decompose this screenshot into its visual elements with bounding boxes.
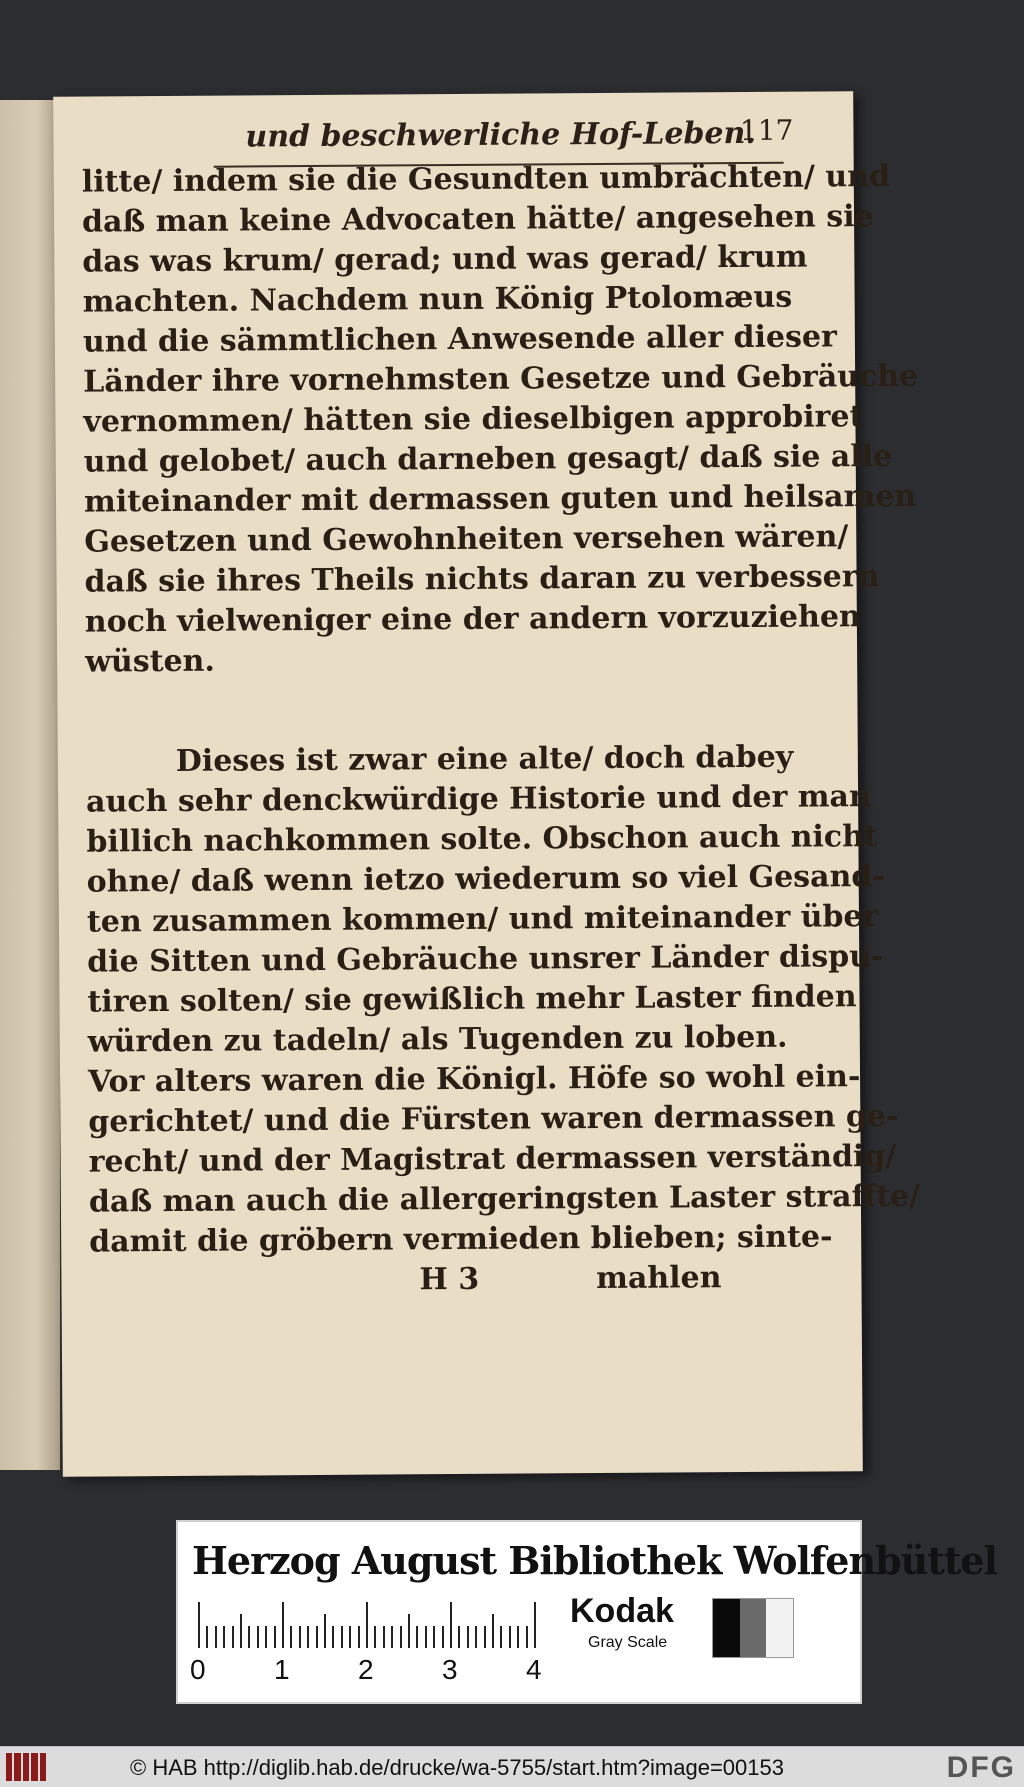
text-line: miteinander mit dermassen guten und heilsamen: [83, 478, 917, 520]
ruler-tick: [274, 1626, 276, 1648]
ruler-tick: [358, 1626, 360, 1648]
text-line: Vor alters waren die Königl. Höfe so wohl ein-: [87, 1059, 861, 1100]
ruler-tick: [248, 1626, 250, 1648]
text-line: damit die gröbern vermieden blieben; sinte-: [89, 1219, 833, 1260]
viewer-footer: [0, 1746, 1024, 1787]
ruler-tick: [500, 1626, 502, 1648]
ruler-tick: [290, 1626, 292, 1648]
ruler-tick: [517, 1626, 519, 1648]
ruler-tick: [324, 1614, 326, 1648]
text-line: daß man auch die allergeringsten Laster straffte/: [88, 1178, 921, 1220]
library-color-card: [176, 1520, 997, 1704]
ruler-tick: [206, 1626, 208, 1648]
ruler-tick: [425, 1626, 427, 1648]
ruler-tick: [341, 1626, 343, 1648]
body-text: [81, 158, 921, 1305]
gray-swatch: [713, 1599, 740, 1657]
library-name: Herzog August Bibliothek Wolfenbüttel: [192, 1538, 997, 1583]
ruler-tick: [215, 1626, 217, 1648]
ruler-tick: [265, 1626, 267, 1648]
ruler-labels: [188, 1654, 548, 1690]
text-line: tiren solten/ sie gewißlich mehr Laster finden: [87, 979, 857, 1020]
dfg-logo: DFG: [946, 1751, 1016, 1784]
ruler-tick: [366, 1602, 368, 1648]
text-line: daß man keine Advocaten hätte/ angesehen sie: [81, 199, 874, 240]
page-header: [183, 110, 793, 158]
ruler-tick: [240, 1614, 242, 1648]
ruler-tick: [198, 1602, 200, 1648]
source-link[interactable]: © HAB http://diglib.hab.de/drucke/wa-5755/start.htm?image=00153: [130, 1755, 784, 1780]
ruler-tick: [316, 1626, 318, 1648]
ruler-tick: [400, 1626, 402, 1648]
gray-swatch: [740, 1599, 767, 1657]
ruler-tick: [450, 1602, 452, 1648]
ruler-tick: [433, 1626, 435, 1648]
ruler-tick: [442, 1626, 444, 1648]
ruler-tick: [391, 1626, 393, 1648]
text-line: noch vielweniger eine der andern vorzuziehen: [84, 599, 861, 640]
text-line: gerichtet/ und die Fürsten waren dermassen ge-: [88, 1098, 899, 1140]
text-line: vernommen/ hätten sie dieselbigen approbiret: [83, 399, 864, 440]
ruler-tick: [492, 1614, 494, 1648]
ruler-tick: [383, 1626, 385, 1648]
ruler-tick: [475, 1626, 477, 1648]
text-line: Länder ihre vornehmsten Gesetze und Gebräuche: [83, 358, 919, 400]
text-line: daß sie ihres Theils nichts daran zu verbessern: [84, 559, 880, 600]
ruler-label: 2: [358, 1654, 374, 1685]
ruler-label: 3: [442, 1654, 458, 1685]
ruler-tick: [232, 1626, 234, 1648]
ruler-tick: [509, 1626, 511, 1648]
ruler-tick: [458, 1626, 460, 1648]
ruler-label: 0: [190, 1654, 206, 1685]
hab-logo-icon: [6, 1753, 46, 1781]
text-line: und die sämmtlichen Anwesende aller dieser: [82, 319, 837, 360]
page-number: 117: [739, 113, 794, 148]
text-line: würden zu tadeln/ als Tugenden zu loben.: [87, 1019, 788, 1060]
kodak-logo: Kodak: [570, 1592, 674, 1630]
book-page: [53, 91, 921, 1477]
ruler-tick: [416, 1626, 418, 1648]
gray-scale-label: Gray Scale: [588, 1634, 668, 1651]
signature-mark: H 3: [419, 1261, 480, 1298]
text-line: ohne/ daß wenn ietzo wiederum so viel Gesand-: [86, 859, 885, 900]
text-line: Dieses ist zwar eine alte/ doch dabey: [175, 739, 794, 779]
text-line: und gelobet/ auch darneben gesagt/ daß sie alle: [83, 438, 893, 480]
page-footer: [89, 1258, 739, 1305]
ruler-tick: [534, 1602, 536, 1648]
ruler-tick: [408, 1614, 410, 1648]
ruler-tick: [526, 1626, 528, 1648]
ruler-tick: [307, 1626, 309, 1648]
text-line: wüsten.: [85, 643, 215, 680]
text-line: auch sehr denckwürdige Historie und der man: [85, 779, 871, 820]
scale-ruler: [198, 1602, 543, 1648]
text-line: ten zusammen kommen/ und miteinander über: [86, 899, 879, 940]
gray-scale-swatches: [712, 1598, 794, 1658]
ruler-tick: [467, 1626, 469, 1648]
text-line: recht/ und der Magistrat dermassen verständig/: [88, 1138, 897, 1180]
ruler-label: 4: [526, 1654, 542, 1685]
text-line: Gesetzen und Gewohnheiten versehen wären/: [84, 519, 849, 560]
text-line: machten. Nachdem nun König Ptolomæus: [82, 279, 793, 320]
facing-page-edge: [0, 100, 60, 1470]
gray-swatch: [766, 1599, 793, 1657]
ruler-tick: [374, 1626, 376, 1648]
running-title: und beschwerliche Hof-Leben.: [245, 115, 756, 155]
ruler-tick: [299, 1626, 301, 1648]
ruler-tick: [257, 1626, 259, 1648]
ruler-tick: [349, 1626, 351, 1648]
catchword: mahlen: [596, 1260, 722, 1297]
text-line: das was krum/ gerad; und was gerad/ krum: [82, 239, 808, 280]
ruler-tick: [484, 1626, 486, 1648]
ruler-tick: [282, 1602, 284, 1648]
text-line: die Sitten und Gebräuche unsrer Länder dispu-: [87, 939, 884, 980]
text-line: billich nachkommen solte. Obschon auch nicht: [86, 819, 878, 860]
paragraph-2: [85, 738, 921, 1263]
ruler-tick: [223, 1626, 225, 1648]
ruler-label: 1: [274, 1654, 290, 1685]
ruler-tick: [332, 1626, 334, 1648]
text-line: litte/ indem sie die Gesundten umbrächten/ und: [81, 158, 891, 200]
paragraph-1: [81, 158, 919, 683]
